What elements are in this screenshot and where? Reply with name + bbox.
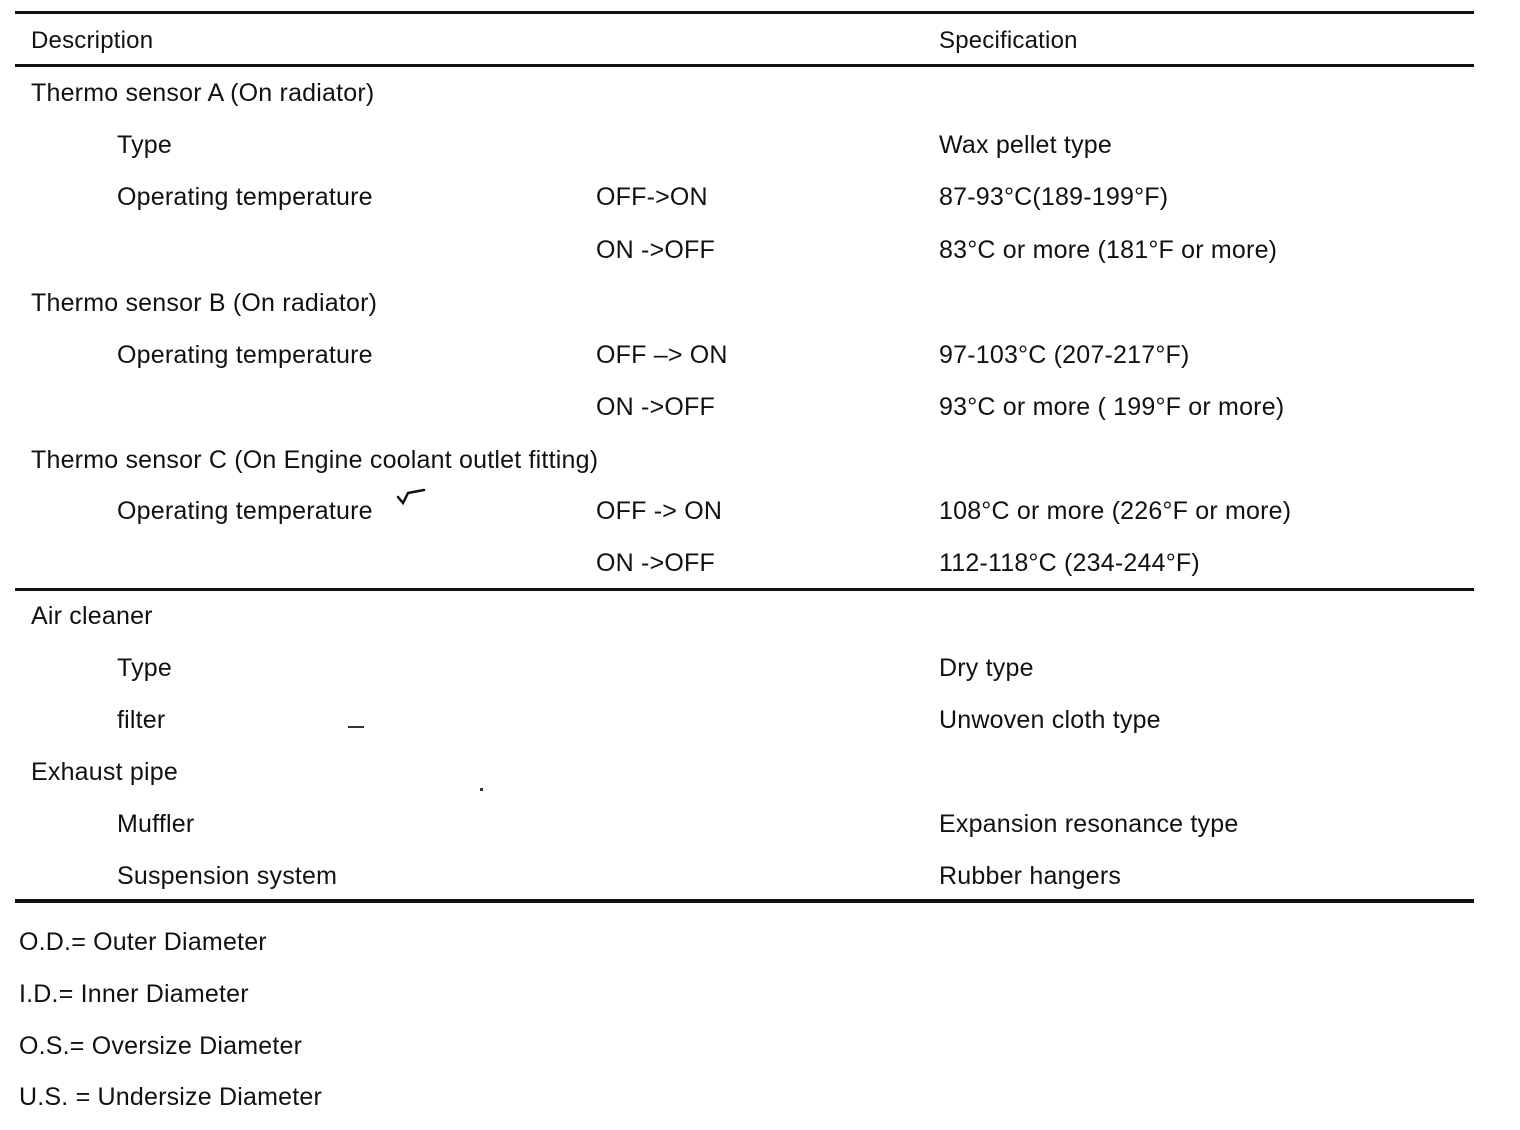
- note-outer-diameter: O.D.= Outer Diameter: [19, 928, 267, 956]
- note-undersize-diameter: U.S. = Undersize Diameter: [19, 1083, 323, 1111]
- air-cleaner-type-value: Dry type: [939, 654, 1034, 682]
- thermo-sensor-a-title: Thermo sensor A (On radiator): [31, 79, 375, 107]
- thermo-sensor-c-off-on-value: 108°C or more (226°F or more): [939, 497, 1292, 525]
- thermo-sensor-a-off-on-value: 87-93°C(189-199°F): [939, 183, 1169, 211]
- thermo-sensor-c-off-on-label: OFF -> ON: [596, 497, 723, 525]
- thermo-sensor-c-on-off-value: 112-118°C (234-244°F): [939, 549, 1200, 577]
- thermo-sensor-c-operating-label: Operating temperature: [117, 497, 373, 525]
- table-top-rule: [15, 11, 1474, 14]
- air-cleaner-filter-value: Unwoven cloth type: [939, 706, 1161, 734]
- thermo-sensor-b-on-off-value: 93°C or more ( 199°F or more): [939, 393, 1285, 421]
- thermo-sensor-a-operating-label: Operating temperature: [117, 183, 373, 211]
- column-header-description: Description: [31, 27, 154, 54]
- scan-speck: [348, 726, 364, 728]
- scan-speck: [480, 788, 483, 791]
- thermo-sensor-a-on-off-label: ON ->OFF: [596, 236, 715, 264]
- thermo-sensor-b-operating-label: Operating temperature: [117, 341, 373, 369]
- exhaust-muffler-label: Muffler: [117, 810, 195, 838]
- thermo-sensor-c-on-off-label: ON ->OFF: [596, 549, 715, 577]
- exhaust-pipe-title: Exhaust pipe: [31, 758, 178, 786]
- air-cleaner-title: Air cleaner: [31, 602, 153, 630]
- thermo-sensor-a-type-value: Wax pellet type: [939, 131, 1112, 159]
- thermo-sensor-c-title: Thermo sensor C (On Engine coolant outlet fitting): [31, 446, 599, 474]
- table-section-rule: [15, 588, 1474, 591]
- thermo-sensor-b-title: Thermo sensor B (On radiator): [31, 289, 378, 317]
- note-inner-diameter: I.D.= Inner Diameter: [19, 980, 249, 1008]
- thermo-sensor-a-off-on-label: OFF->ON: [596, 183, 708, 211]
- table-bottom-rule: [15, 899, 1474, 903]
- thermo-sensor-a-on-off-value: 83°C or more (181°F or more): [939, 236, 1278, 264]
- note-oversize-diameter: O.S.= Oversize Diameter: [19, 1032, 303, 1060]
- thermo-sensor-a-type-label: Type: [117, 131, 172, 159]
- air-cleaner-filter-label: filter: [117, 706, 166, 734]
- thermo-sensor-b-off-on-label: OFF –> ON: [596, 341, 728, 369]
- air-cleaner-type-label: Type: [117, 654, 172, 682]
- thermo-sensor-b-off-on-value: 97-103°C (207-217°F): [939, 341, 1190, 369]
- exhaust-suspension-value: Rubber hangers: [939, 862, 1122, 890]
- column-header-specification: Specification: [939, 27, 1078, 54]
- handwritten-check-icon: [396, 487, 426, 507]
- exhaust-muffler-value: Expansion resonance type: [939, 810, 1239, 838]
- table-header-rule: [15, 64, 1474, 67]
- exhaust-suspension-label: Suspension system: [117, 862, 338, 890]
- thermo-sensor-b-on-off-label: ON ->OFF: [596, 393, 715, 421]
